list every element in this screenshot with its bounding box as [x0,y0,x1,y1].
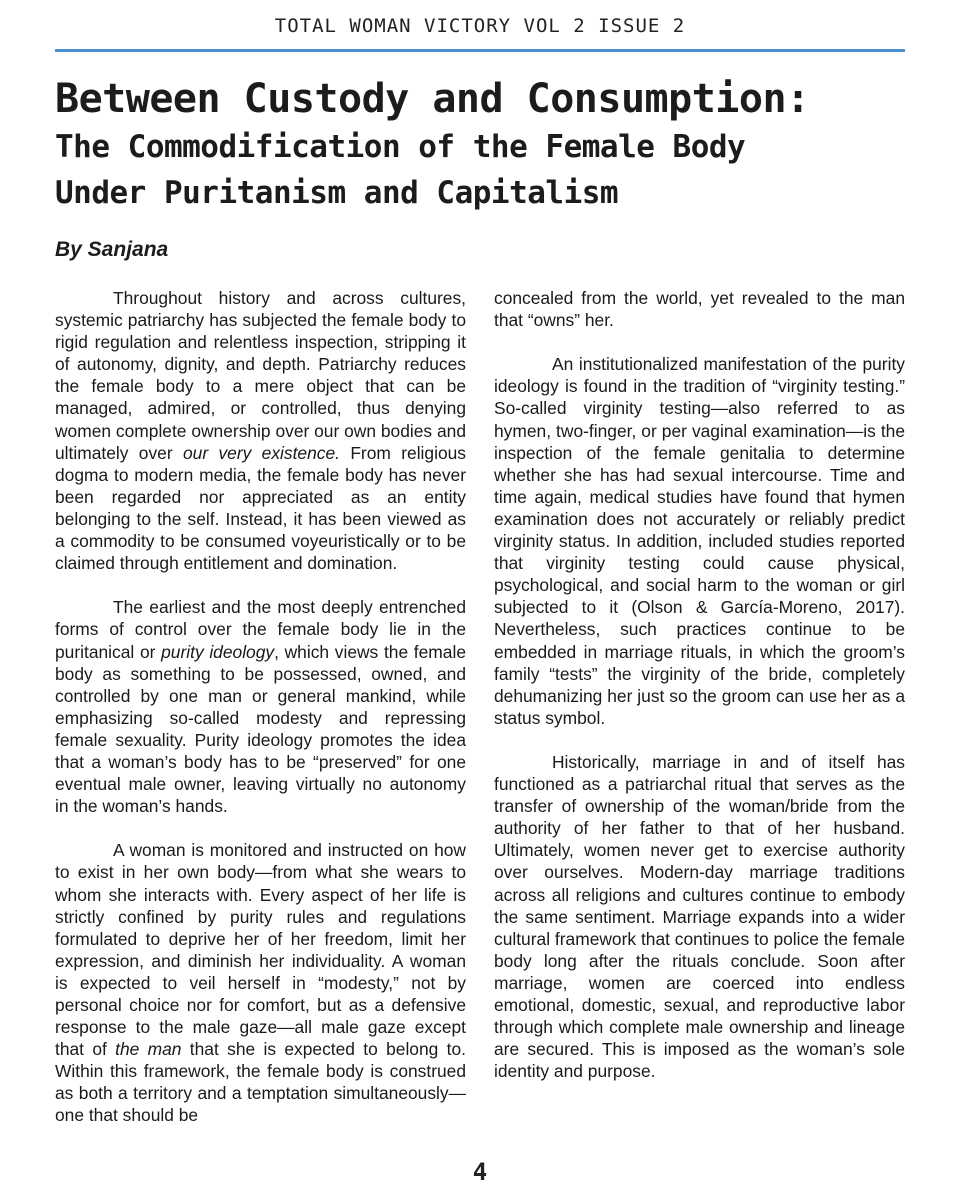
left-column [55,287,466,1149]
paragraph: Historically, marriage in and of itself has functioned as a patriarchal ritual that serves as the transfer of ownership of the woman/bride from the authority of her father to that of her husband. Ultimately, women never get to exercise authority over ourselves. Modern-day marriage traditions across all religions and cultures continue to embody the same sentiment. Marriage expands into a wider cultural framework that continues to police the female body long after the rituals conclude. Soon after marriage, women are coerced into endless emotional, domestic, sexual, and reproductive labor through which complete male ownership and lineage are secured. This is imposed as the woman’s sole identity and purpose. [494,751,905,1082]
paragraph: The earliest and the most deeply entrenched forms of control over the female body lie in the puritanical or purity ideology, which views the female body as something to be possessed, owned, and controlled by one man or general mankind, while emphasizing so-called modesty and repressing female sexuality. Purity ideology promotes the idea that a woman’s body has to be “preserved” for one eventual male owner, leaving virtually no autonomy in the woman’s hands. [55,597,466,817]
author-byline: By Sanjana [55,238,169,261]
paragraph-continued: concealed from the world, yet revealed to the man that “owns” her. [494,288,905,331]
paragraph: An institutionalized manifestation of the purity ideology is found in the tradition of “virginity testing.” So-called virginity testing—also referred to as hymen, two-finger, or per vaginal examination—is the inspection of the female genitalia to determine whether she has had sexual intercourse. Time and time again, medical studies have found that hymen examination does not accurately or reliably predict virginity status. In addition, included studies reported that virginity testing could cause physical, psychological, and social harm to the woman or girl subjected to it (Olson & García-Moreno, 2017). Nevertheless, such practices continue to be embedded in marriage rituals, in which the groom’s family “tests” the virginity of the bride, completely dehumanizing her just so the groom can use her as a status symbol. [494,354,905,728]
header-divider [55,49,905,52]
article-title [55,74,915,216]
page-number: 4 [472,1158,488,1186]
paragraph: Throughout history and across cultures, systemic patriarchy has subjected the female body to rigid regulation and relentless inspection, stripping it of autonomy, dignity, and depth. Patriarchy reduces the female body to a mere object that can be managed, admired, or controlled, thus denying women complete ownership over our own bodies and ultimately over our very existence. From religious dogma to modern media, the female body has never been regarded nor appreciated as an entity belonging to the self. Instead, it has been viewed as a commodity to be consumed voyeuristically or to be claimed through entitlement and domination. [55,288,466,574]
paragraph: A woman is monitored and instructed on how to exist in her own body—from what she wears to whom she interacts with. Every aspect of her life is strictly confined by purity rules and regulations formulated to deprive her of her freedom, limit her expression, and diminish her individuality. A woman is expected to veil herself in “modesty,” not by personal choice nor for comfort, but as a defensive response to the male gaze—all male gaze except that of the man that she is expected to belong to. Within this framework, the female body is construed as both a territory and a temptation simultaneously—one that should be [55,840,466,1126]
right-column [494,287,905,1104]
title-subtitle-line-2: Under Puritanism and Capitalism [55,175,619,211]
publication-header: TOTAL WOMAN VICTORY VOL 2 ISSUE 2 [274,15,686,37]
title-subtitle-line-1: The Commodification of the Female Body [55,129,746,165]
title-main-line: Between Custody and Consumption: [55,76,810,122]
